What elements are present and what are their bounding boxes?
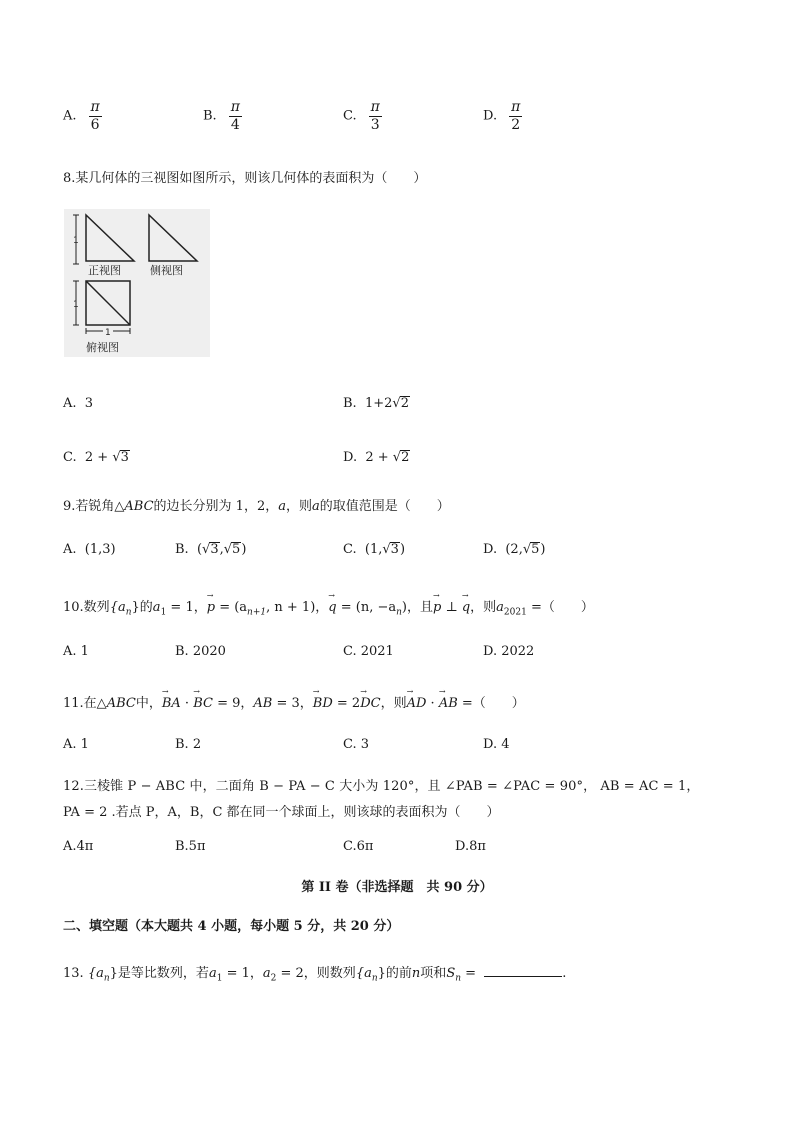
- front-dim-label: 1: [73, 236, 79, 246]
- q8-option-b: B. 1+2√2: [343, 396, 409, 411]
- q12-option-b: B.5π: [175, 839, 206, 854]
- q9-option-b: B. (√3,√5): [175, 542, 247, 557]
- q12-option-a: A.4π: [63, 839, 94, 854]
- top-dim-label: 1: [73, 300, 79, 310]
- q11-option-c: C. 3: [343, 737, 370, 752]
- answer-blank[interactable]: [484, 964, 562, 977]
- side-view-label: 侧视图: [150, 264, 183, 277]
- side-view: [149, 215, 197, 261]
- q11-option-b: B. 2: [175, 737, 202, 752]
- q9-option-a: A. (1,3): [63, 542, 116, 557]
- front-view-label: 正视图: [88, 264, 121, 277]
- q8-option-c: C. 2 + √3: [63, 450, 129, 465]
- q9-option-d: D. (2,√5): [483, 542, 546, 557]
- part-2-heading: 二、填空题（本大题共 4 小题，每小题 5 分，共 20 分）: [63, 919, 400, 934]
- q7-option-c: C. $\frac{\pi}{3}$: [343, 99, 380, 133]
- section-2-title: 第 II 卷（非选择题 共 90 分）: [301, 880, 493, 895]
- q10-option-b: B. 2020: [175, 644, 226, 659]
- q7-option-a: A. $\frac{\pi}{6}$: [63, 99, 100, 133]
- q8-option-d: D. 2 + √2: [343, 450, 410, 465]
- q9-option-c: C. (1,√3): [343, 542, 406, 557]
- q7-option-b: B. $\frac{\pi}{4}$: [203, 99, 240, 133]
- q10-option-c: C. 2021: [343, 644, 394, 659]
- top-view: [73, 281, 130, 338]
- three-view-figure: [64, 209, 210, 357]
- q10-option-d: D. 2022: [483, 644, 535, 659]
- width-dim-label: 1: [105, 328, 111, 338]
- q11-stem: 11.在△ABC中，→ BA · → BC = 9，AB = 3，→ BD = 2→ DC，则→ AD · → AB =（ ）: [63, 692, 525, 711]
- q13-stem: 13. $\{a_n\}$是等比数列，若$a_1 = 1$，$a_2 = 2$，则数列$\{a_n\}$的前n项和$S_n$ = .: [63, 966, 567, 984]
- q12-stem-line2: PA = 2 .若点 P，A，B，C 都在同一个球面上，则该球的表面积为（ ）: [63, 805, 500, 820]
- q8-option-a: A. 3: [63, 396, 94, 411]
- q12-stem-line1: 12.三棱锥 P − ABC 中，二面角 B − PA − C 大小为 120°，且 ∠PAB = ∠PAC = 90°， AB = AC = 1，: [63, 779, 700, 794]
- front-view: [73, 215, 134, 264]
- q12-option-c: C.6π: [343, 839, 374, 854]
- q8-stem: 8.某几何体的三视图如图所示，则该几何体的表面积为（ ）: [63, 171, 427, 186]
- q11-option-d: D. 4: [483, 737, 510, 752]
- q10-option-a: A. 1: [63, 644, 89, 659]
- q11-option-a: A. 1: [63, 737, 89, 752]
- top-view-label: 俯视图: [86, 341, 119, 354]
- q7-option-d: D. $\frac{\pi}{2}$: [483, 99, 521, 133]
- q12-option-d: D.8π: [455, 839, 486, 854]
- q9-stem: 9.若锐角△ABC的边长分别为 1，2，a，则a的取值范围是（ ）: [63, 499, 450, 514]
- q10-stem: 10.数列$\{a_n\}$的$a_1 = 1$，→ $p = (a_{n+1}$, n + 1)，→ q = (n, $-a_n$)，且→ p ⊥ → q，则$a_{2021}$ =（ ）: [63, 596, 594, 618]
